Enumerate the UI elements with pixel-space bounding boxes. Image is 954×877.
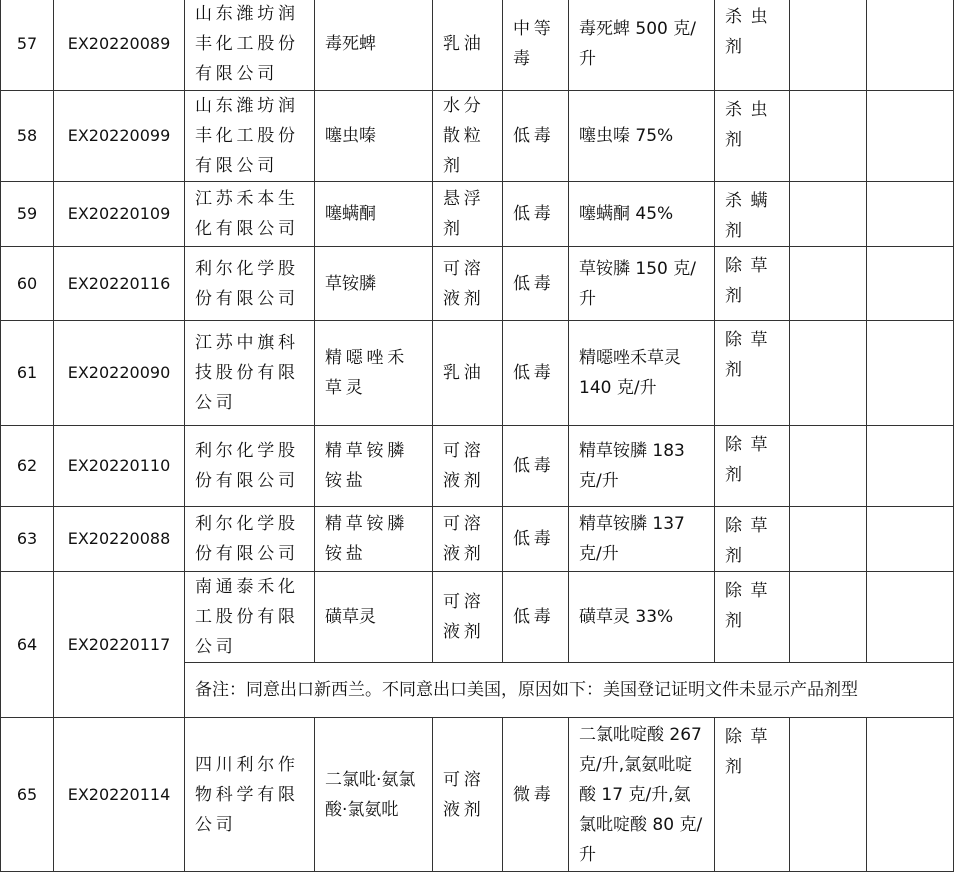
product-name: 毒死蜱 bbox=[315, 0, 433, 91]
empty-cell bbox=[867, 0, 954, 91]
toxicity: 低毒 bbox=[503, 321, 569, 426]
company-name: 南通泰禾化工股份有限公司 bbox=[185, 572, 315, 663]
table-row bbox=[1, 572, 954, 663]
formulation: 可溶液剂 bbox=[433, 718, 503, 872]
toxicity: 中等毒 bbox=[503, 0, 569, 91]
product-name: 精噁唑禾草灵 bbox=[315, 321, 433, 426]
pesticide-category: 除草剂 bbox=[715, 572, 790, 663]
company-name: 江苏中旗科技股份有限公司 bbox=[185, 321, 315, 426]
formulation: 水分散粒剂 bbox=[433, 91, 503, 182]
table-row bbox=[1, 182, 954, 247]
formulation: 乳油 bbox=[433, 321, 503, 426]
company-name: 利尔化学股份有限公司 bbox=[185, 507, 315, 572]
company-name: 山东潍坊润丰化工股份有限公司 bbox=[185, 0, 315, 91]
remark-note: 备注：同意出口新西兰。不同意出口美国，原因如下：美国登记证明文件未显示产品剂型 bbox=[185, 663, 954, 718]
registration-code: EX20220089 bbox=[54, 0, 185, 91]
table-row bbox=[1, 426, 954, 507]
row-number: 59 bbox=[1, 182, 54, 247]
company-name: 江苏禾本生化有限公司 bbox=[185, 182, 315, 247]
toxicity: 微毒 bbox=[503, 718, 569, 872]
formulation: 可溶液剂 bbox=[433, 572, 503, 663]
row-number: 60 bbox=[1, 247, 54, 321]
active-content: 精草铵膦 137 克/升 bbox=[569, 507, 715, 572]
pesticide-category: 杀虫剂 bbox=[715, 91, 790, 182]
product-name: 精草铵膦铵盐 bbox=[315, 507, 433, 572]
formulation: 可溶液剂 bbox=[433, 426, 503, 507]
pesticide-category: 除草剂 bbox=[715, 718, 790, 872]
company-name: 利尔化学股份有限公司 bbox=[185, 247, 315, 321]
table-row bbox=[1, 321, 954, 426]
active-content: 草铵膦 150 克/升 bbox=[569, 247, 715, 321]
registration-code: EX20220116 bbox=[54, 247, 185, 321]
empty-cell bbox=[867, 182, 954, 247]
registration-code: EX20220090 bbox=[54, 321, 185, 426]
empty-cell bbox=[790, 572, 867, 663]
registration-code: EX20220114 bbox=[54, 718, 185, 872]
empty-cell bbox=[790, 0, 867, 91]
empty-cell bbox=[790, 91, 867, 182]
product-name: 噻螨酮 bbox=[315, 182, 433, 247]
company-name: 四川利尔作物科学有限公司 bbox=[185, 718, 315, 872]
toxicity: 低毒 bbox=[503, 426, 569, 507]
active-content: 二氯吡啶酸 267 克/升,氯氨吡啶酸 17 克/升,氨氯吡啶酸 80 克/升 bbox=[569, 718, 715, 872]
row-number: 65 bbox=[1, 718, 54, 872]
registration-code: EX20220110 bbox=[54, 426, 185, 507]
toxicity: 低毒 bbox=[503, 247, 569, 321]
formulation: 悬浮剂 bbox=[433, 182, 503, 247]
product-name: 草铵膦 bbox=[315, 247, 433, 321]
empty-cell bbox=[790, 182, 867, 247]
pesticide-category: 除草剂 bbox=[715, 426, 790, 507]
pesticide-category: 杀螨剂 bbox=[715, 182, 790, 247]
empty-cell bbox=[867, 718, 954, 872]
row-number: 62 bbox=[1, 426, 54, 507]
toxicity: 低毒 bbox=[503, 91, 569, 182]
pesticide-category: 杀虫剂 bbox=[715, 0, 790, 91]
formulation: 可溶液剂 bbox=[433, 247, 503, 321]
toxicity: 低毒 bbox=[503, 507, 569, 572]
active-content: 毒死蜱 500 克/升 bbox=[569, 0, 715, 91]
row-number: 64 bbox=[1, 572, 54, 718]
toxicity: 低毒 bbox=[503, 182, 569, 247]
empty-cell bbox=[867, 321, 954, 426]
empty-cell bbox=[790, 718, 867, 872]
table-row bbox=[1, 0, 954, 91]
pesticide-category: 除草剂 bbox=[715, 507, 790, 572]
row-number: 61 bbox=[1, 321, 54, 426]
empty-cell bbox=[867, 426, 954, 507]
formulation: 可溶液剂 bbox=[433, 507, 503, 572]
registration-code: EX20220117 bbox=[54, 572, 185, 718]
empty-cell bbox=[790, 507, 867, 572]
row-number: 57 bbox=[1, 0, 54, 91]
product-name: 磺草灵 bbox=[315, 572, 433, 663]
company-name: 利尔化学股份有限公司 bbox=[185, 426, 315, 507]
pesticide-category: 除草剂 bbox=[715, 321, 790, 426]
product-name: 噻虫嗪 bbox=[315, 91, 433, 182]
active-content: 磺草灵 33% bbox=[569, 572, 715, 663]
table-row bbox=[1, 91, 954, 182]
registration-code: EX20220099 bbox=[54, 91, 185, 182]
toxicity: 低毒 bbox=[503, 572, 569, 663]
product-name: 精草铵膦铵盐 bbox=[315, 426, 433, 507]
active-content: 噻虫嗪 75% bbox=[569, 91, 715, 182]
table-row bbox=[1, 718, 954, 872]
row-number: 58 bbox=[1, 91, 54, 182]
table-row bbox=[1, 247, 954, 321]
pesticide-category: 除草剂 bbox=[715, 247, 790, 321]
registration-code: EX20220088 bbox=[54, 507, 185, 572]
formulation: 乳油 bbox=[433, 0, 503, 91]
company-name: 山东潍坊润丰化工股份有限公司 bbox=[185, 91, 315, 182]
empty-cell bbox=[867, 91, 954, 182]
empty-cell bbox=[867, 507, 954, 572]
empty-cell bbox=[867, 572, 954, 663]
active-content: 精噁唑禾草灵 140 克/升 bbox=[569, 321, 715, 426]
registration-code: EX20220109 bbox=[54, 182, 185, 247]
empty-cell bbox=[790, 321, 867, 426]
empty-cell bbox=[790, 247, 867, 321]
active-content: 噻螨酮 45% bbox=[569, 182, 715, 247]
table-row bbox=[1, 507, 954, 572]
empty-cell bbox=[867, 247, 954, 321]
active-content: 精草铵膦 183 克/升 bbox=[569, 426, 715, 507]
row-number: 63 bbox=[1, 507, 54, 572]
product-name: 二氯吡·氨氯酸·氯氨吡 bbox=[315, 718, 433, 872]
empty-cell bbox=[790, 426, 867, 507]
